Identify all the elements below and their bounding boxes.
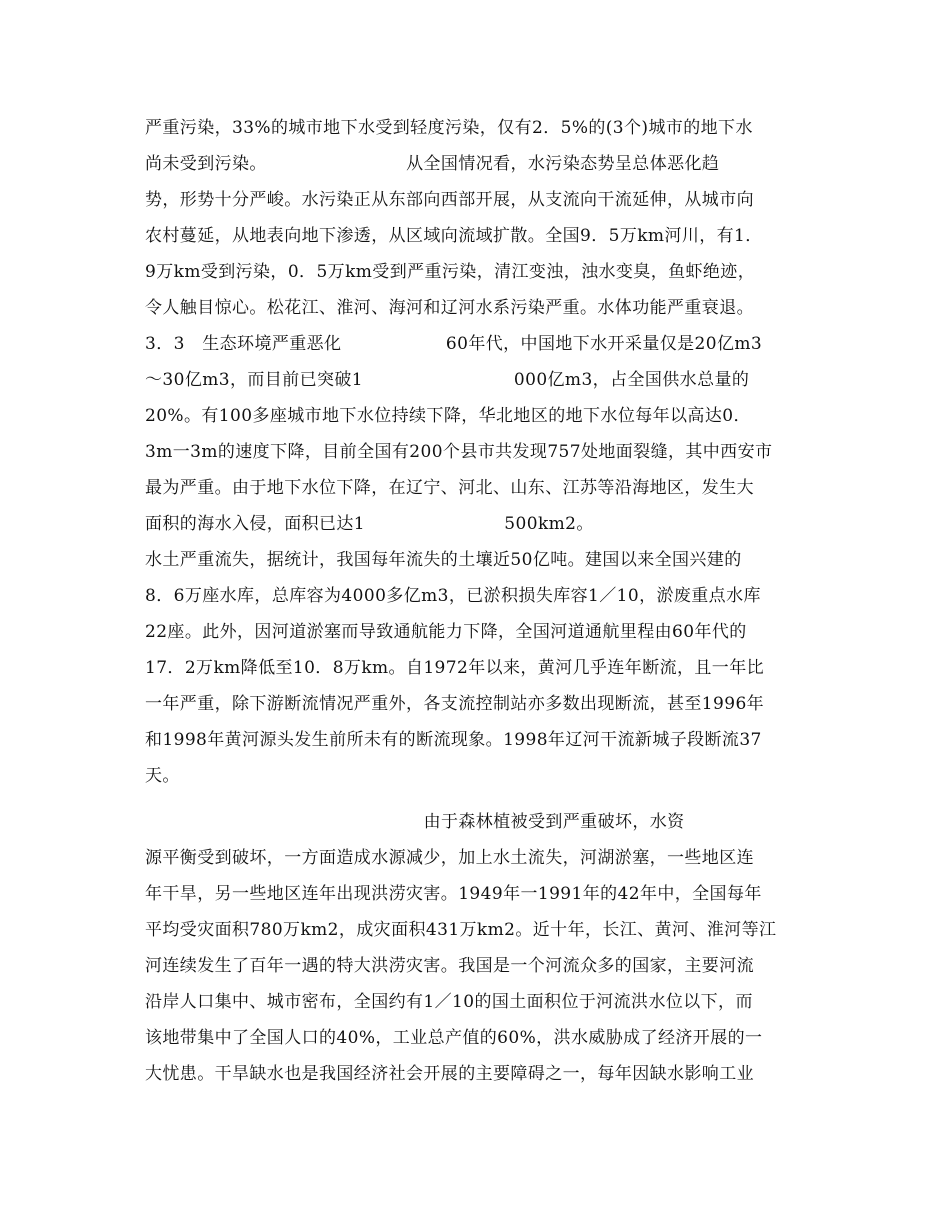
text-line: 由于森林植被受到严重破坏，水资 — [145, 812, 685, 832]
text-line: 一年严重，除下游断流情况严重外，各支流控制站亦多数出现断流，甚至1996年 — [145, 694, 765, 714]
section-heading-line: 3．3 生态环境严重恶化 60年代，中国地下水开采量仅是20亿m3 — [145, 334, 763, 354]
text-line: 沿岸人口集中、城市密布，全国约有1／10的国土面积位于河流洪水位以下，而 — [145, 992, 753, 1012]
text-line: 河连续发生了百年一遇的特大洪涝灾害。我国是一个河流众多的国家，主要河流 — [145, 956, 754, 976]
text-line: 严重污染，33%的城市地下水受到轻度污染，仅有2．5%的(3个)城市的地下水 — [145, 118, 753, 138]
text-line: 尚未受到污染。 从全国情况看，水污染态势呈总体恶化趋 — [145, 154, 720, 174]
text-line: 9万km受到污染，0．5万km受到严重污染，清江变浊，浊水变臭，鱼虾绝迹， — [145, 262, 756, 282]
text-line: 面积的海水入侵，面积已达1 500km2。 — [145, 514, 594, 534]
text-line: 20%。有100多座城市地下水位持续下降，华北地区的地下水位每年以高达0． — [145, 406, 751, 426]
text-line: 大忧患。干旱缺水也是我国经济社会开展的主要障碍之一，每年因缺水影响工业 — [145, 1064, 754, 1084]
text-line: 3m一3m的速度下降，目前全国有200个县市共发现757处地面裂缝，其中西安市 — [145, 442, 773, 462]
text-line: ～30亿m3，而目前已突破1 000亿m3，占全国供水总量的 — [145, 370, 750, 390]
text-line: 年干旱，另一些地区连年出现洪涝灾害。1949年一1991年的42年中，全国每年 — [145, 884, 762, 904]
text-line: 令人触目惊心。松花江、淮河、海河和辽河水系污染严重。水体功能严重衰退。 — [145, 298, 754, 318]
text-line: 该地带集中了全国人口的40%，工业总产值的60%，洪水威胁成了经济开展的一 — [145, 1028, 763, 1048]
text-line: 源平衡受到破坏，一方面造成水源减少，加上水土流失，河湖淤塞，一些地区连 — [145, 848, 754, 868]
text-line: 8．6万座水库，总库容为4000多亿m3，已淤积损失库容1／10，淤废重点水库 — [145, 586, 761, 606]
text-line: 天。 — [145, 766, 180, 786]
text-line: 农村蔓延，从地表向地下渗透，从区域向流域扩散。全国9．5万km河川，有1． — [145, 226, 763, 246]
text-line: 势，形势十分严峻。水污染正从东部向西部开展，从支流向干流延伸，从城市向 — [145, 190, 754, 210]
text-line: 最为严重。由于地下水位下降，在辽宁、河北、山东、江苏等沿海地区，发生大 — [145, 478, 754, 498]
text-line: 22座。此外，因河道淤塞而导致通航能力下降，全国河道通航里程由60年代的 — [145, 622, 747, 642]
text-line: 水土严重流失，据统计，我国每年流失的土壤近50亿吨。建国以来全国兴建的 — [145, 550, 742, 570]
text-line: 和1998年黄河源头发生前所未有的断流现象。1998年辽河干流新城子段断流37 — [145, 730, 762, 750]
text-line: 平均受灾面积780万km2，成灾面积431万km2。近十年，长江、黄河、淮河等江 — [145, 920, 777, 940]
text-line: 17．2万km降低至10．8万km。自1972年以来，黄河几乎连年断流，且一年比 — [145, 658, 765, 678]
